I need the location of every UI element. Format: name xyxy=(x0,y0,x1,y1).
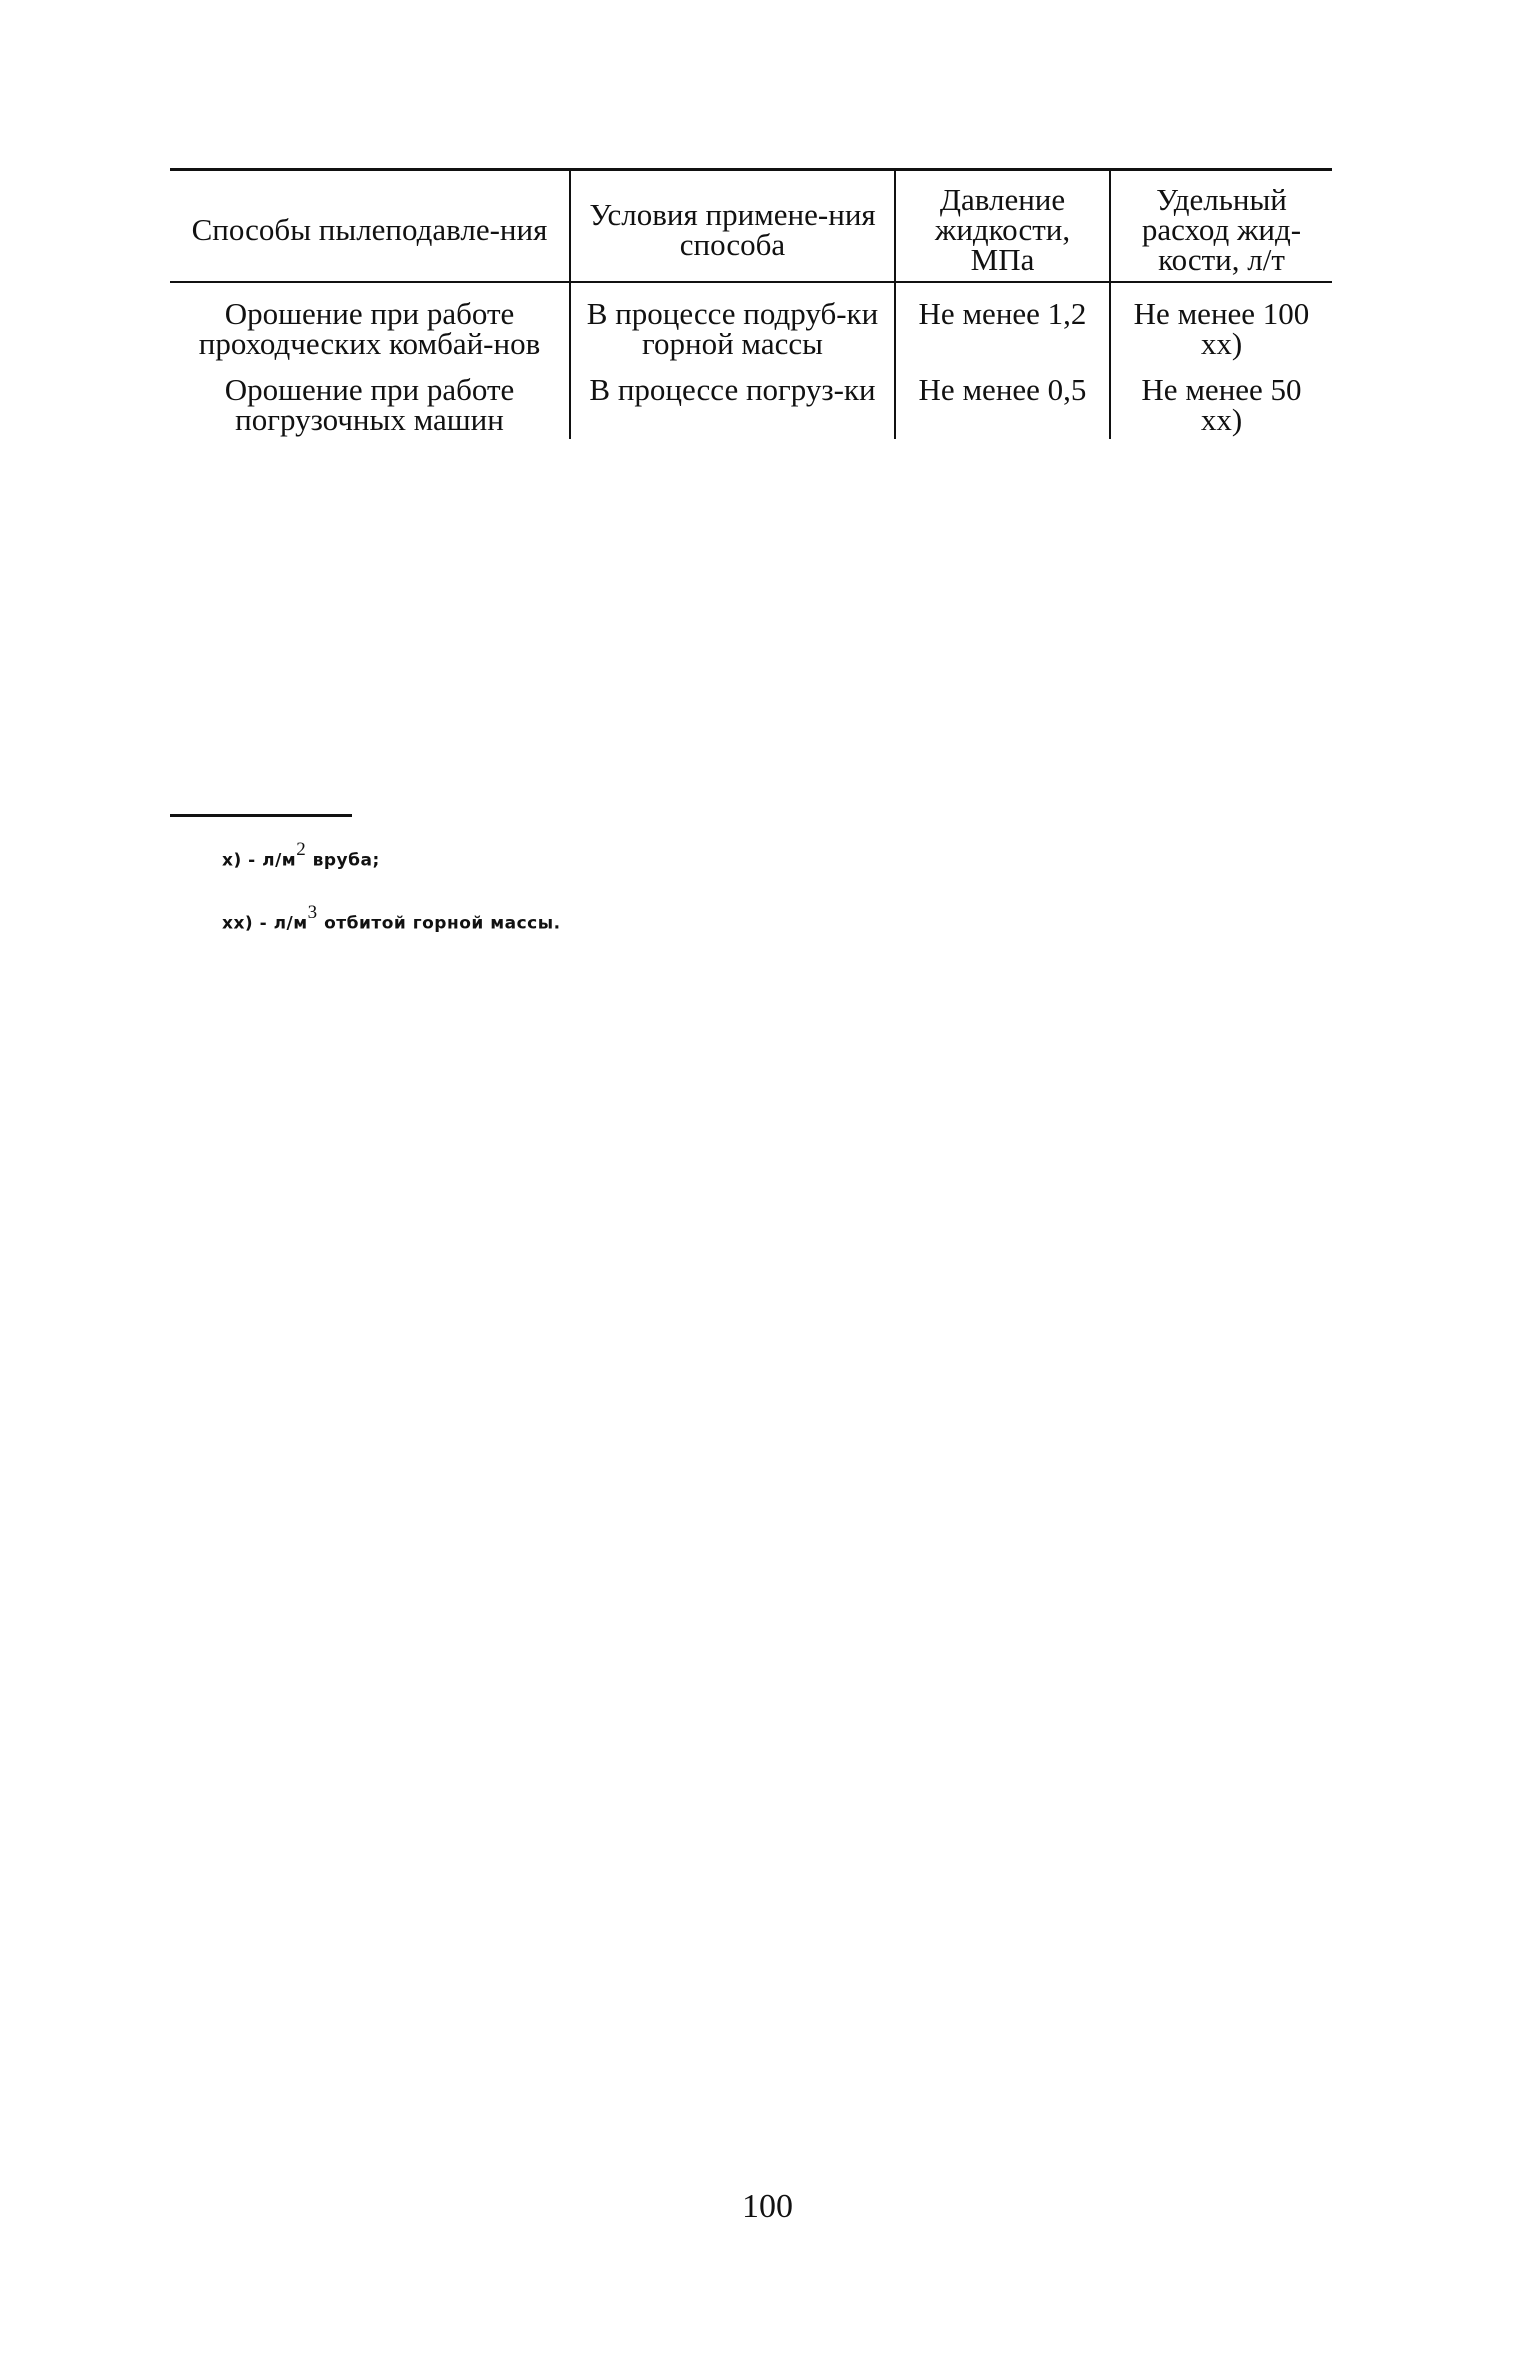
cell-consumption: Не менее 100 хх) xyxy=(1110,282,1332,365)
page-number: 100 xyxy=(742,2188,793,2225)
cell-pressure: Не менее 1,2 xyxy=(895,282,1110,365)
header-consumption: Удельный расход жид-кости, л/т xyxy=(1110,170,1332,283)
table-header-row xyxy=(170,170,1332,283)
dust-suppression-table xyxy=(170,168,1332,439)
header-pressure: Давление жидкости, МПа xyxy=(895,170,1110,283)
cell-consumption: Не менее 50 хх) xyxy=(1110,365,1332,439)
table-header xyxy=(170,170,1332,283)
cell-conditions: В процессе погруз-ки xyxy=(570,365,895,439)
cell-conditions: В процессе подруб-ки горной массы xyxy=(570,282,895,365)
cell-method: Орошение при работе погрузочных машин xyxy=(224,372,515,437)
cell-pressure: Не менее 0,5 xyxy=(895,365,1110,439)
header-conditions: Условия примене-ния способа xyxy=(570,170,895,283)
header-methods: Способы пылеподавле-ния xyxy=(191,212,548,247)
table-row xyxy=(170,365,1332,439)
table-body xyxy=(170,282,1332,439)
footnote-1: $х) - л/м^2$ вруба; xyxy=(222,839,380,871)
footnote-divider xyxy=(170,814,352,817)
cell-method: Орошение при работе проходческих комбай-нов xyxy=(198,296,541,361)
table-row xyxy=(170,282,1332,365)
footnote-2: $хх) - л/м^3$ отбитой горной массы. xyxy=(222,902,561,934)
